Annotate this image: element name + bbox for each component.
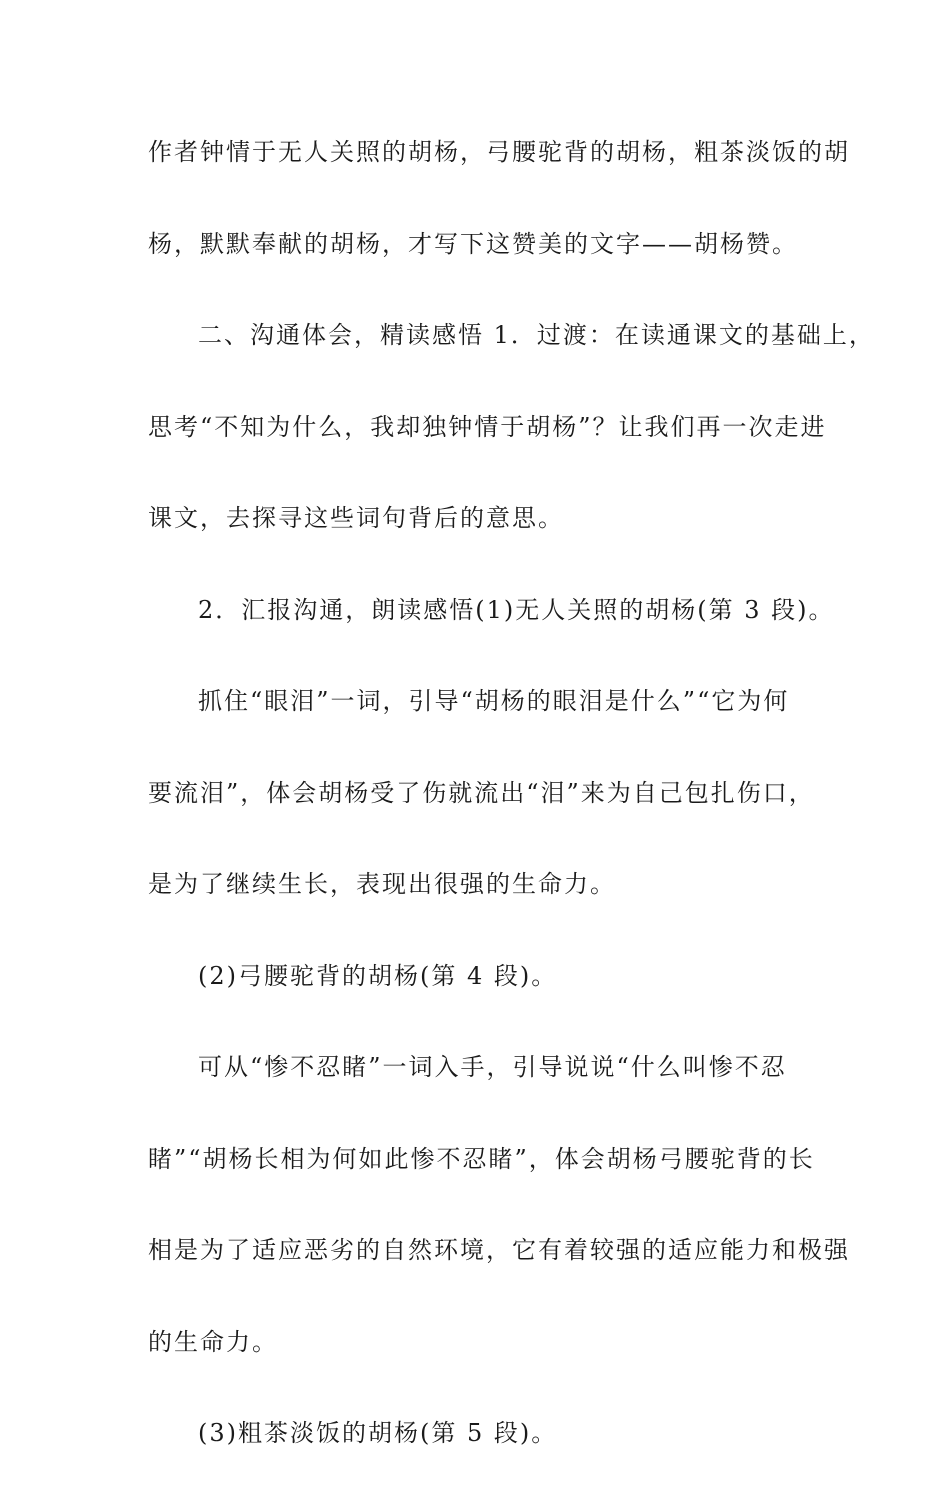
text-line: 要流泪”，体会胡杨受了伤就流出“泪”来为自己包扎伤口， [148,778,815,807]
text-line: 课文，去探寻这些词句背后的意思。 [148,504,564,532]
text-line: 是为了继续生长，表现出很强的生命力。 [148,870,616,898]
text-line: 的生命力。 [148,1327,278,1356]
text-line: (3)粗茶淡饭的胡杨(第 5 段)。 [198,1419,558,1447]
text-line: 抓住“眼泪”一词，引导“胡杨的眼泪是什么”“它为何 [198,687,790,715]
text-line: 2．汇报沟通，朗读感悟(1)无人关照的胡杨(第 3 段)。 [198,595,835,624]
text-line: 思考“不知为什么，我却独钟情于胡杨”？让我们再一次走进 [148,412,827,441]
text-line: 二、沟通体会，精读感悟 1．过渡：在读通课文的基础上， [198,321,875,349]
text-line: 杨，默默奉献的胡杨，才写下这赞美的文字——胡杨赞。 [148,229,798,258]
text-line: 相是为了适应恶劣的自然环境，它有着较强的适应能力和极强 [148,1236,850,1264]
body-text [148,128,875,1501]
text-line: (2)弓腰驼背的胡杨(第 4 段)。 [198,961,558,990]
text-line: 可从“惨不忍睹”一词入手，引导说说“什么叫惨不忍 [198,1053,787,1081]
text-line: 作者钟情于无人关照的胡杨，弓腰驼背的胡杨，粗茶淡饭的胡 [148,138,850,166]
text-line: 睹”“胡杨长相为何如此惨不忍睹”，体会胡杨弓腰驼背的长 [148,1144,815,1173]
